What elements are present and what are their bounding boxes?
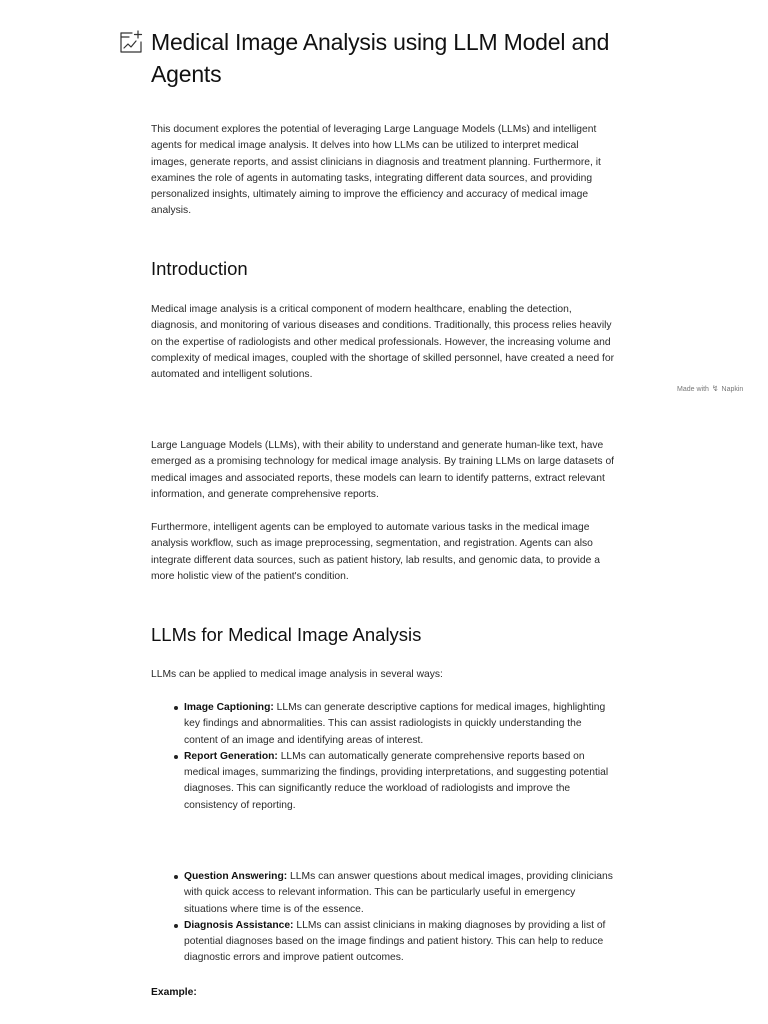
llm-uses-list-2 [151,869,615,967]
napkin-brand-label: Napkin [721,386,744,393]
list-item [151,749,615,814]
list-item [151,918,615,967]
list-item-term: Question Answering: [184,871,288,882]
introduction-paragraph-3: Furthermore, intelligent agents can be employed to automate various tasks in the medical image analysis workflow, such as image preprocessing, segmentation, and registration. Agents can also integrate different data sources, such as patient history, lab results, and genomic data, to provide a more holistic view of the patient's condition. [151,522,600,582]
list-item-term: Image Captioning: [184,702,274,713]
document-analysis-icon [118,29,144,55]
list-item [151,700,615,749]
introduction-paragraph-1: Medical image analysis is a critical component of modern healthcare, enabling the detection, diagnosis, and monitoring of various diseases and conditions. Traditionally, this process relies heavily on the expertise of radiologists and other medical professionals. However, the increasing volume and complexity of medical images, coupled with the shortage of skilled personnel, have created a need for automated and intelligent solutions. [151,304,615,381]
list-item [151,869,615,918]
napkin-badge[interactable] [677,384,743,395]
llm-uses-list-1 [151,700,615,814]
llms-section-lead: LLMs can be applied to medical image analysis in several ways: [151,669,443,680]
intro-paragraph: This document explores the potential of leveraging Large Language Models (LLMs) and intelligent agents for medical image analysis. It delves into how LLMs can be utilized to interpret medical images, generate reports, and assist clinicians in diagnosis and treatment planning. Furthermore, it examines the role of agents in automating tasks, integrating different data sources, and providing personalized insights, ultimately aiming to improve the efficiency and accuracy of medical image analysis. [151,124,601,217]
list-item-text: LLMs can assist clinicians in making diagnoses by providing a list of potential diagnoses based on the image findings and patient history. This can help to reduce diagnostic errors and improve patient outcomes. [184,919,606,964]
napkin-made-with-label: Made with [677,386,709,393]
introduction-paragraph-2: Large Language Models (LLMs), with their ability to understand and generate human-like text, have emerged as a promising technology for medical image analysis. By training LLMs on large datasets of medical images and associated reports, these models can learn to identify patterns, extract relevant information, and generate comprehensive reports. [151,440,615,500]
napkin-logo-icon: ↯ [711,384,719,393]
list-item-text: LLMs can generate descriptive captions for medical images, highlighting key findings and abnormalities. This can assist radiologists in quickly understanding the content of an image and identifying areas of interest. [184,702,606,746]
list-item-text: LLMs can answer questions about medical images, providing clinicians with quick access to relevant information. This can be particularly useful in emergency situations where time is of the essence. [184,871,613,915]
example-label: Example: [151,987,197,998]
list-item-text: LLMs can automatically generate comprehensive reports based on medical images, summarizing the findings, providing interpretations, and suggesting potential diagnoses. This can significantly reduce the workload of radiologists and improve the consistency of reporting. [184,750,609,811]
list-item-term: Diagnosis Assistance: [184,919,294,931]
introduction-heading: Introduction [151,258,248,279]
page-title: Medical Image Analysis using LLM Model and Agents [151,29,610,87]
list-item-term: Report Generation: [184,750,278,762]
llms-section-heading: LLMs for Medical Image Analysis [151,624,422,645]
